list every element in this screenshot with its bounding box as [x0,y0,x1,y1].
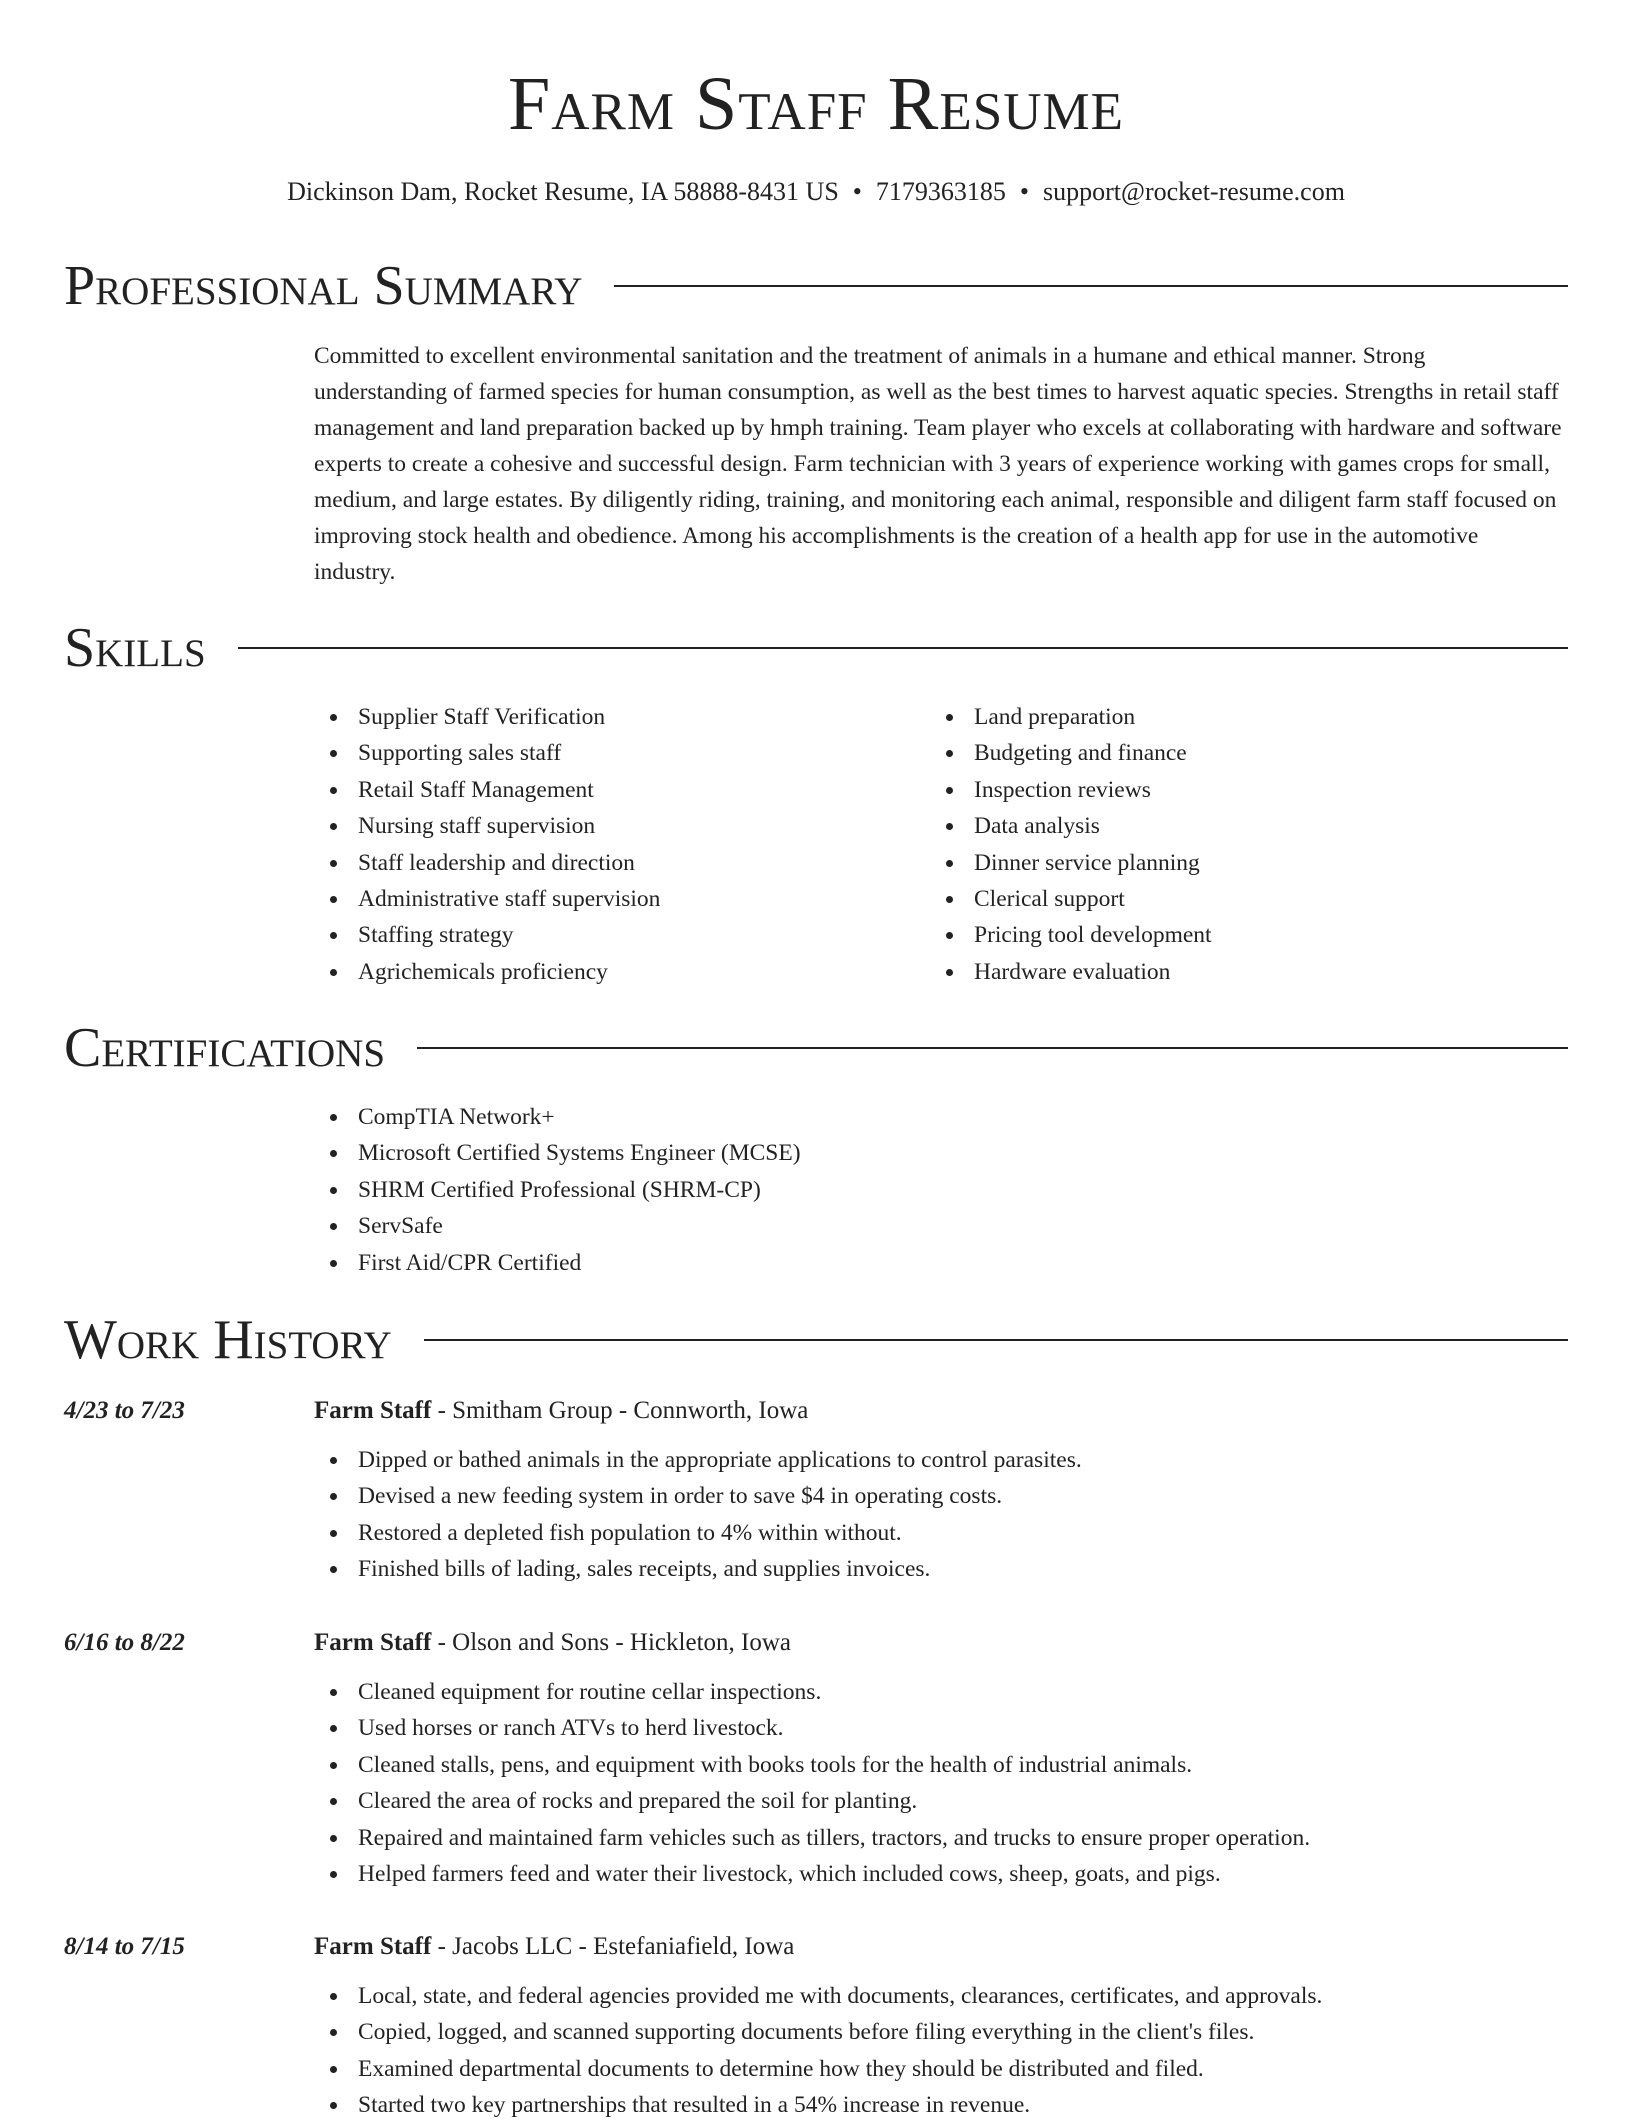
certification-item: Microsoft Certified Systems Engineer (MCSE) [314,1135,1564,1171]
skill-item: Dinner service planning [930,845,1530,881]
summary-heading: Professional Summary [64,255,583,317]
skill-item: Land preparation [930,699,1530,735]
skill-item: Hardware evaluation [930,954,1530,990]
certifications-list [314,1099,1564,1281]
skill-item: Pricing tool development [930,917,1530,953]
skills-list-left [314,699,914,990]
job-bullets [314,1442,1082,1588]
section-divider [614,285,1568,287]
job-bullet: Devised a new feeding system in order to save $4 in operating costs. [314,1478,1082,1514]
skill-item: Staffing strategy [314,917,914,953]
skill-item: Nursing staff supervision [314,808,914,844]
skill-item: Supporting sales staff [314,735,914,771]
summary-section-header [64,254,1568,318]
skill-item: Inspection reviews [930,772,1530,808]
contact-phone: 7179363185 [875,177,1006,206]
job-header [314,1624,791,1662]
job-title: Farm Staff [314,1933,432,1960]
job-bullet: Used horses or ranch ATVs to herd livestock. [314,1710,1310,1746]
certification-item: ServSafe [314,1208,1564,1244]
skills-heading: Skills [64,617,206,679]
job-title: Farm Staff [314,1629,432,1656]
certifications-section-header [64,1016,1568,1080]
certification-item: First Aid/CPR Certified [314,1245,1564,1281]
certifications-heading: Certifications [64,1017,386,1079]
job-bullet: Restored a depleted fish population to 4% within without. [314,1515,1082,1551]
job-bullets [314,1978,1322,2124]
job-bullet: Repaired and maintained farm vehicles such as tillers, tractors, and trucks to ensure proper operation. [314,1820,1310,1856]
skill-item: Agrichemicals proficiency [314,954,914,990]
job-title: Farm Staff [314,1397,432,1424]
contact-separator: • [852,177,862,206]
job-header [314,1392,808,1430]
resume-title: Farm Staff Resume [508,62,1124,146]
summary-text: Committed to excellent environmental sanitation and the treatment of animals in a humane and ethical manner. Strong understanding of farmed species for human consumption, as well as the best times to harvest aquatic species. Strengths in retail staff management and land preparation backed up by hmph training. Team player who excels at collaborating with hardware and software experts to create a cohesive and successful design. Farm technician with 3 years of experience working with games crops for small, medium, and large estates. By diligently riding, training, and monitoring each animal, responsible and diligent farm staff focused on improving stock health and obedience. Among his accomplishments is the creation of a health app for use in the automotive industry. [314,343,1562,585]
job-header [314,1928,794,1966]
skill-item: Administrative staff supervision [314,881,914,917]
skill-item: Retail Staff Management [314,772,914,808]
job-bullet: Cleaned stalls, pens, and equipment with books tools for the health of industrial animals. [314,1747,1310,1783]
skill-item: Data analysis [930,808,1530,844]
skills-list-right [930,699,1530,990]
work-history-heading: Work History [64,1309,392,1371]
contact-email: support@rocket-resume.com [1043,177,1345,206]
certification-item: SHRM Certified Professional (SHRM-CP) [314,1172,1564,1208]
skill-item: Supplier Staff Verification [314,699,914,735]
job-bullet: Finished bills of lading, sales receipts, and supplies invoices. [314,1551,1082,1587]
job-bullet: Helped farmers feed and water their livestock, which included cows, sheep, goats, and pigs. [314,1856,1310,1892]
job-bullet: Dipped or bathed animals in the appropriate applications to control parasites. [314,1442,1082,1478]
section-divider [424,1339,1568,1341]
job-employer: - Jacobs LLC - Estefaniafield, Iowa [431,1933,795,1960]
job-bullet: Cleared the area of rocks and prepared the soil for planting. [314,1783,1310,1819]
work-history-section-header [64,1308,1568,1372]
section-divider [417,1047,1568,1049]
job-dates: 4/23 to 7/23 [64,1397,185,1424]
job-bullets [314,1674,1310,1892]
job-employer: - Smitham Group - Connworth, Iowa [431,1397,809,1424]
certification-item: CompTIA Network+ [314,1099,1564,1135]
section-divider [238,647,1568,649]
skill-item: Clerical support [930,881,1530,917]
job-dates: 6/16 to 8/22 [64,1629,185,1656]
job-bullet: Examined departmental documents to determine how they should be distributed and filed. [314,2051,1322,2087]
job-bullet: Copied, logged, and scanned supporting documents before filing everything in the client's files. [314,2014,1322,2050]
contact-address: Dickinson Dam, Rocket Resume, IA 58888-8431 US [287,177,839,206]
job-dates: 8/14 to 7/15 [64,1933,185,1960]
job-employer: - Olson and Sons - Hickleton, Iowa [431,1629,791,1656]
skill-item: Budgeting and finance [930,735,1530,771]
skill-item: Staff leadership and direction [314,845,914,881]
contact-line [0,172,1632,212]
job-bullet: Local, state, and federal agencies provided me with documents, clearances, certificates, and approvals. [314,1978,1322,2014]
contact-separator: • [1019,177,1030,206]
job-bullet: Started two key partnerships that resulted in a 54% increase in revenue. [314,2087,1322,2123]
skills-section-header [64,616,1568,680]
job-bullet: Cleaned equipment for routine cellar inspections. [314,1674,1310,1710]
